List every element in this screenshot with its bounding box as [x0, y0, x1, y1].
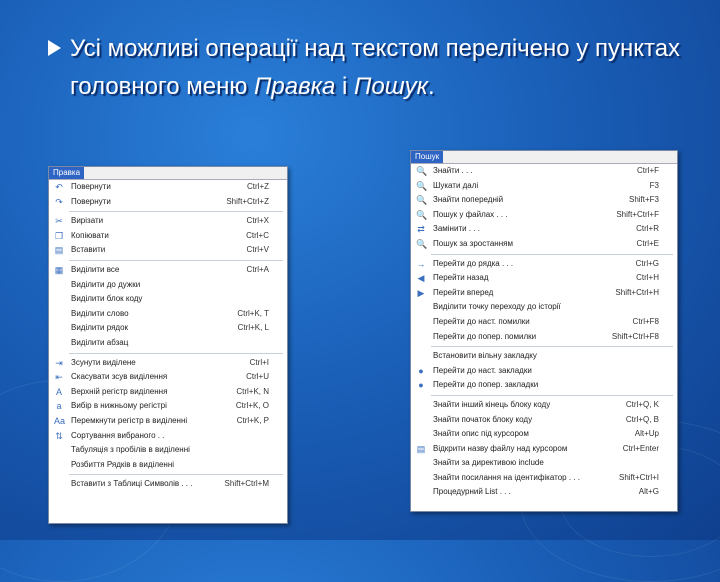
- menu-item-shortcut: Shift+Ctrl+F: [616, 209, 659, 219]
- menu-item-label: Перемкнути регістр в виділенні: [71, 415, 188, 425]
- find-in-files-icon: 🔍: [416, 209, 428, 220]
- cut-icon: ✂: [55, 216, 63, 227]
- search-menu-title[interactable]: Пошук: [411, 151, 443, 163]
- replace-icon: ⇄: [417, 224, 425, 235]
- unindent-icon: ⇤: [55, 372, 63, 383]
- menu-item-shortcut: Ctrl+H: [636, 273, 659, 283]
- menu-item-label: Виділити все: [71, 264, 120, 274]
- menu-separator: [69, 260, 283, 261]
- menu-item-label: Сортування вибраного . .: [71, 430, 165, 440]
- goto-line-icon: →: [416, 258, 426, 269]
- heading-end: .: [428, 73, 435, 100]
- menu-item-shortcut: Ctrl+V: [246, 245, 269, 255]
- menu-item-shortcut: Ctrl+X: [246, 216, 269, 226]
- menu-item[interactable]: [411, 485, 677, 500]
- menu-item-shortcut: Ctrl+F: [637, 166, 659, 175]
- menu-item[interactable]: [49, 243, 287, 258]
- menu-item-label: Процедурний List . . .: [433, 487, 511, 497]
- menu-item-label: Виділити до дужки: [71, 279, 141, 289]
- menu-item[interactable]: [411, 286, 677, 301]
- menu-item[interactable]: [411, 271, 677, 286]
- indent-icon: ⇥: [55, 357, 63, 368]
- menu-item[interactable]: [49, 214, 287, 229]
- paste-icon: ▤: [54, 245, 64, 256]
- edit-menu-items: [49, 180, 287, 492]
- go-forward-icon: ▶: [417, 287, 425, 298]
- menu-item[interactable]: [411, 349, 677, 364]
- menu-item-label: Перейти до наст. помилки: [433, 316, 530, 326]
- menu-separator: [431, 254, 673, 255]
- prev-bookmark-icon: ●: [418, 380, 424, 391]
- menu-item-shortcut: Ctrl+E: [636, 238, 659, 248]
- menu-item-shortcut: Ctrl+Q, B: [625, 414, 659, 424]
- menu-item-label: Повернути: [71, 182, 111, 191]
- menu-item-label: Виділити блок коду: [71, 294, 143, 304]
- menu-item[interactable]: [49, 429, 287, 444]
- menu-item-label: Пошук у файлах . . .: [433, 209, 508, 219]
- menu-item-shortcut: Ctrl+K, L: [237, 323, 269, 333]
- menu-item[interactable]: [49, 307, 287, 322]
- menu-item-label: Верхній регістр виділення: [71, 386, 168, 396]
- sort-icon: ⇅: [55, 430, 63, 441]
- menu-item[interactable]: [411, 413, 677, 428]
- next-bookmark-icon: ●: [418, 365, 424, 376]
- menu-item-shortcut: Alt+Up: [634, 429, 659, 439]
- uppercase-icon: A: [55, 386, 62, 397]
- redo-icon: ↷: [55, 196, 63, 207]
- heading-edit-menu-name: Правка: [254, 73, 336, 100]
- menu-item-label: Перейти назад: [433, 273, 489, 283]
- menu-item[interactable]: [49, 370, 287, 385]
- select-all-icon: ▦: [54, 264, 64, 275]
- find-icon: 🔍: [416, 166, 428, 176]
- menu-item-label: Виділити точку переходу до історії: [433, 302, 561, 312]
- menu-item-shortcut: Shift+Ctrl+M: [224, 479, 269, 489]
- find-prev-icon: 🔍: [416, 195, 428, 206]
- menu-item-label: Знайти попередній: [433, 195, 504, 205]
- menu-item-shortcut: Ctrl+R: [636, 224, 659, 234]
- edit-menu-title[interactable]: Правка: [49, 167, 84, 179]
- menu-item-label: Вирізати: [71, 216, 104, 226]
- menu-item-shortcut: Ctrl+K, T: [237, 308, 269, 318]
- menu-item-label: Знайти посилання на ідентифікатор . . .: [433, 472, 580, 482]
- menu-item-label: Відкрити назву файлу над курсором: [433, 443, 568, 453]
- menu-item[interactable]: [49, 414, 287, 429]
- menu-item[interactable]: [49, 356, 287, 371]
- menu-item-shortcut: Shift+Ctrl+Z: [226, 196, 269, 206]
- menu-item-label: Вставити: [71, 245, 106, 255]
- menu-item[interactable]: [411, 378, 677, 393]
- menu-item[interactable]: [411, 300, 677, 315]
- menu-item-label: Шукати далі: [433, 180, 479, 190]
- menu-item-label: Пошук за зростанням: [433, 238, 513, 248]
- menu-item-shortcut: Ctrl+A: [246, 264, 269, 274]
- menu-item-shortcut: Ctrl+G: [635, 258, 659, 268]
- menu-item-shortcut: Ctrl+F8: [632, 316, 659, 326]
- menu-item-shortcut: Ctrl+K, P: [236, 415, 269, 425]
- menu-item-label: Знайти інший кінець блоку коду: [433, 399, 551, 409]
- menu-item-shortcut: Ctrl+K, N: [236, 386, 269, 396]
- lowercase-icon: a: [56, 401, 62, 412]
- menu-item-shortcut: Ctrl+K, O: [235, 401, 269, 411]
- menu-item-label: Перейти до попер. помилки: [433, 331, 537, 341]
- menu-item[interactable]: [49, 443, 287, 458]
- menu-item[interactable]: [49, 458, 287, 473]
- menu-separator: [431, 346, 673, 347]
- menu-item[interactable]: [411, 193, 677, 208]
- menu-item[interactable]: [49, 477, 287, 492]
- menu-item-shortcut: Shift+Ctrl+H: [615, 287, 659, 297]
- menu-item-label: Скасувати зсув виділення: [71, 372, 168, 382]
- menu-item[interactable]: [49, 336, 287, 351]
- menu-separator: [431, 395, 673, 396]
- menu-item[interactable]: [411, 164, 677, 179]
- menu-item-label: Копіювати: [71, 230, 109, 240]
- menu-item[interactable]: [49, 321, 287, 336]
- menu-item[interactable]: [49, 278, 287, 293]
- menu-item-label: Розбиття Рядків в виділенні: [71, 459, 175, 469]
- heading-conjunction: і: [335, 73, 354, 100]
- menu-item-shortcut: Ctrl+U: [246, 372, 269, 382]
- toggle-case-icon: Aa: [54, 415, 66, 426]
- menu-item-label: Зсунути виділене: [71, 357, 136, 367]
- menu-separator: [69, 474, 283, 475]
- open-file-icon: ▤: [416, 443, 426, 454]
- menu-item-shortcut: Ctrl+Z: [247, 182, 269, 191]
- menu-item-label: Знайти за директивою include: [433, 458, 544, 468]
- incremental-search-icon: 🔍: [416, 238, 428, 249]
- menu-item[interactable]: [411, 456, 677, 471]
- menu-item[interactable]: [411, 208, 677, 223]
- menu-item-shortcut: Ctrl+C: [246, 230, 269, 240]
- menu-item-label: Замінити . . .: [433, 224, 480, 234]
- heading-search-menu-name: Пошук: [354, 73, 428, 100]
- menu-item[interactable]: [49, 292, 287, 307]
- menu-item-label: Знайти опис під курсором: [433, 429, 529, 439]
- menu-item-label: Знайти . . .: [433, 166, 473, 175]
- menu-separator: [69, 353, 283, 354]
- menu-item[interactable]: [411, 179, 677, 194]
- menu-item-label: Встановити вільну закладку: [433, 351, 537, 361]
- menu-item-shortcut: Ctrl+Enter: [622, 443, 659, 453]
- edit-menu-bar: [49, 167, 287, 180]
- menu-item[interactable]: [411, 427, 677, 442]
- search-menu-bar: [411, 151, 677, 164]
- menu-item[interactable]: [411, 471, 677, 486]
- menu-item[interactable]: [49, 399, 287, 414]
- copy-icon: ❐: [54, 230, 64, 241]
- undo-icon: ↶: [55, 182, 63, 192]
- go-back-icon: ◀: [417, 273, 425, 284]
- menu-item[interactable]: [411, 222, 677, 237]
- search-menu-screenshot: [410, 150, 678, 512]
- menu-item-shortcut: Shift+F3: [628, 195, 659, 205]
- menu-item[interactable]: [411, 257, 677, 272]
- menu-item-shortcut: Shift+Ctrl+I: [618, 472, 659, 482]
- menu-item[interactable]: [49, 195, 287, 210]
- menu-item[interactable]: [49, 263, 287, 278]
- edit-menu-screenshot: [48, 166, 288, 524]
- menu-item-label: Перейти до рядка . . .: [433, 258, 514, 268]
- menu-item[interactable]: [411, 237, 677, 252]
- menu-item[interactable]: [411, 330, 677, 345]
- menu-item-label: Виділити слово: [71, 308, 129, 318]
- menu-item-shortcut: Ctrl+Q, K: [625, 399, 659, 409]
- menu-item-label: Вибір в нижньому регістрі: [71, 401, 167, 411]
- menu-item-label: Виділити рядок: [71, 323, 129, 333]
- menu-item[interactable]: [411, 442, 677, 457]
- heading-text: Усі можливі операції над текстом перелічено у пунктах головного меню: [70, 35, 681, 100]
- menu-item[interactable]: [411, 398, 677, 413]
- menu-item[interactable]: [49, 385, 287, 400]
- menu-item[interactable]: [49, 180, 287, 195]
- menu-item[interactable]: [49, 229, 287, 244]
- find-next-icon: 🔍: [416, 180, 428, 191]
- menu-item-label: Перейти до наст. закладки: [433, 365, 532, 375]
- menu-item-shortcut: F3: [649, 180, 659, 190]
- menu-item-label: Вставити з Таблиці Символів . . .: [71, 479, 193, 489]
- menu-item-label: Повернути: [71, 196, 111, 206]
- menu-item[interactable]: [411, 315, 677, 330]
- slide-heading: [70, 30, 690, 106]
- menu-item-label: Знайти початок блоку коду: [433, 414, 533, 424]
- menu-item-shortcut: Ctrl+I: [249, 357, 269, 367]
- menu-item-shortcut: Alt+G: [638, 487, 659, 497]
- menu-separator: [69, 211, 283, 212]
- bullet-arrow-icon: [48, 40, 61, 56]
- menu-item-label: Перейти до попер. закладки: [433, 380, 539, 390]
- menu-item-label: Виділити абзац: [71, 337, 129, 347]
- menu-item[interactable]: [411, 364, 677, 379]
- menu-item-label: Перейти вперед: [433, 287, 494, 297]
- search-menu-items: [411, 164, 677, 500]
- menu-item-shortcut: Shift+Ctrl+F8: [611, 331, 659, 341]
- menu-item-label: Табуляція з пробілів в виділенні: [71, 445, 190, 455]
